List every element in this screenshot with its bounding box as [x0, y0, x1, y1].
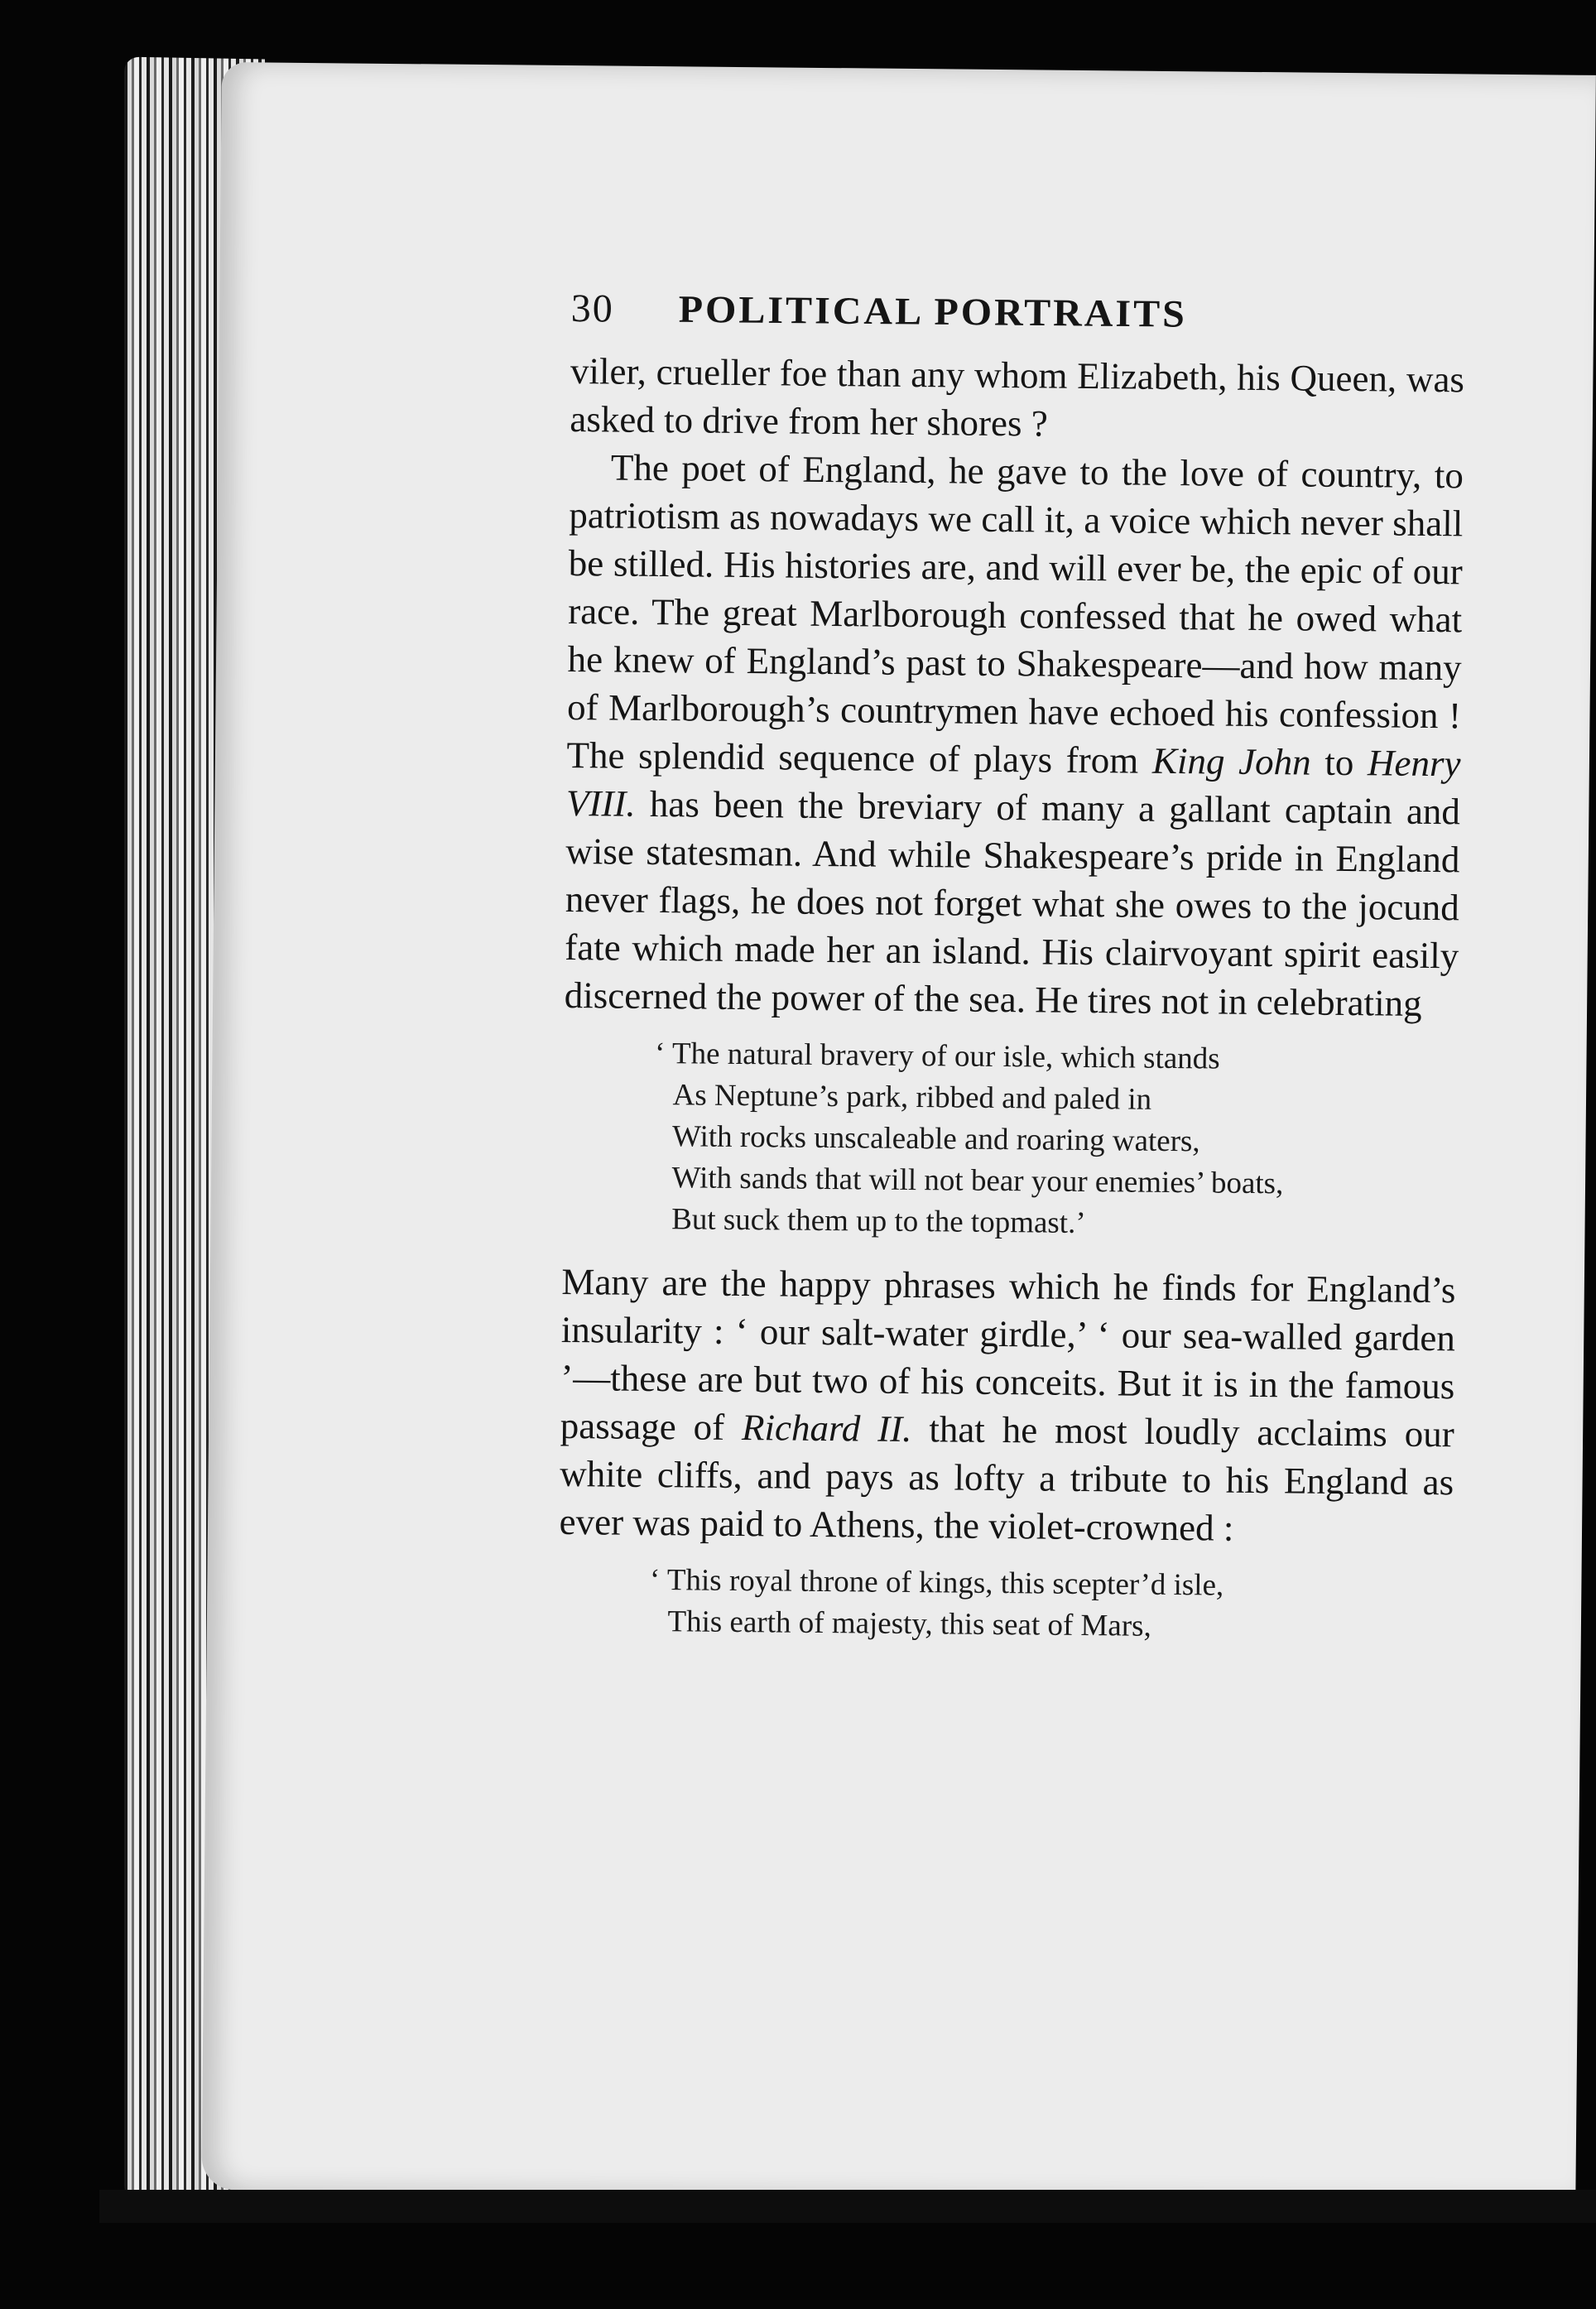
- paragraph-2-text-b: to: [1310, 741, 1368, 784]
- play-title-richard-ii: Richard II.: [741, 1407, 912, 1450]
- page-number: 30: [570, 286, 614, 331]
- play-title-king-john: King John: [1151, 739, 1311, 783]
- paragraph-1: viler, crueller foe than any whom Elizabeth, his Queen, was asked to drive from her shores ?: [570, 349, 1465, 445]
- verse-line: With sands that will not bear your enemies’ boats,: [671, 1161, 1284, 1201]
- paragraph-2: [564, 443, 1464, 1027]
- play-title-henry-viii: Henry VIII.: [565, 742, 1461, 825]
- paragraph-3-text-b: that he most loudly acclaims our white cliffs, and pays as lofty a tribute to his England as ever was paid to Athens, the violet-crowned :: [559, 1408, 1454, 1549]
- verse-line: With rocks unscaleable and roaring waters,: [671, 1119, 1200, 1159]
- page-bottom-shadow: [99, 2190, 1596, 2223]
- paragraph-3: [559, 1258, 1455, 1554]
- verse-line: As Neptune’s park, ribbed and paled in: [672, 1078, 1152, 1117]
- verse-line: But suck them up to the topmast.’: [671, 1202, 1086, 1241]
- paragraph-2-text-a: The poet of England, he gave to the love of country, to patriotism as nowadays we call it, a voice which never shall be stilled. His histories are, and will ever be, the epic of our race. The great Marlborough confessed that he owed what he knew of England’s past to Shakespeare—and how many of Marlborough’s countrymen have echoed his confession ! The splendid sequence of plays from: [566, 446, 1464, 782]
- paragraph-3-text-a: Many are the happy phrases which he finds for England’s insularity : ‘ our salt-water girdle,’ ‘ our sea-walled garden ’—these are but two of his conceits. But it is in the famous passage of: [560, 1260, 1456, 1449]
- verse-line: This earth of majesty, this seat of Mars,: [667, 1604, 1152, 1643]
- paragraph-2-text-c: has been the breviary of many a gallant captain and wise statesman. And while Shakespeare’s pride in England never flags, he does not forget what she owes to the jocund fate which made her an island. His clairvoyant spirit easily discerned the power of the sea. He tires not in celebrating: [564, 782, 1461, 1024]
- running-head: [570, 286, 1465, 352]
- page-text-block: [558, 286, 1465, 1668]
- verse-quote-1: [653, 1033, 1458, 1248]
- verse-quote-2: [649, 1560, 1453, 1650]
- running-title: POLITICAL PORTRAITS: [678, 288, 1188, 336]
- verse-line: ‘ This royal throne of kings, this scepter’d isle,: [649, 1562, 1224, 1603]
- verse-line: ‘ The natural bravery of our isle, which stands: [654, 1037, 1220, 1076]
